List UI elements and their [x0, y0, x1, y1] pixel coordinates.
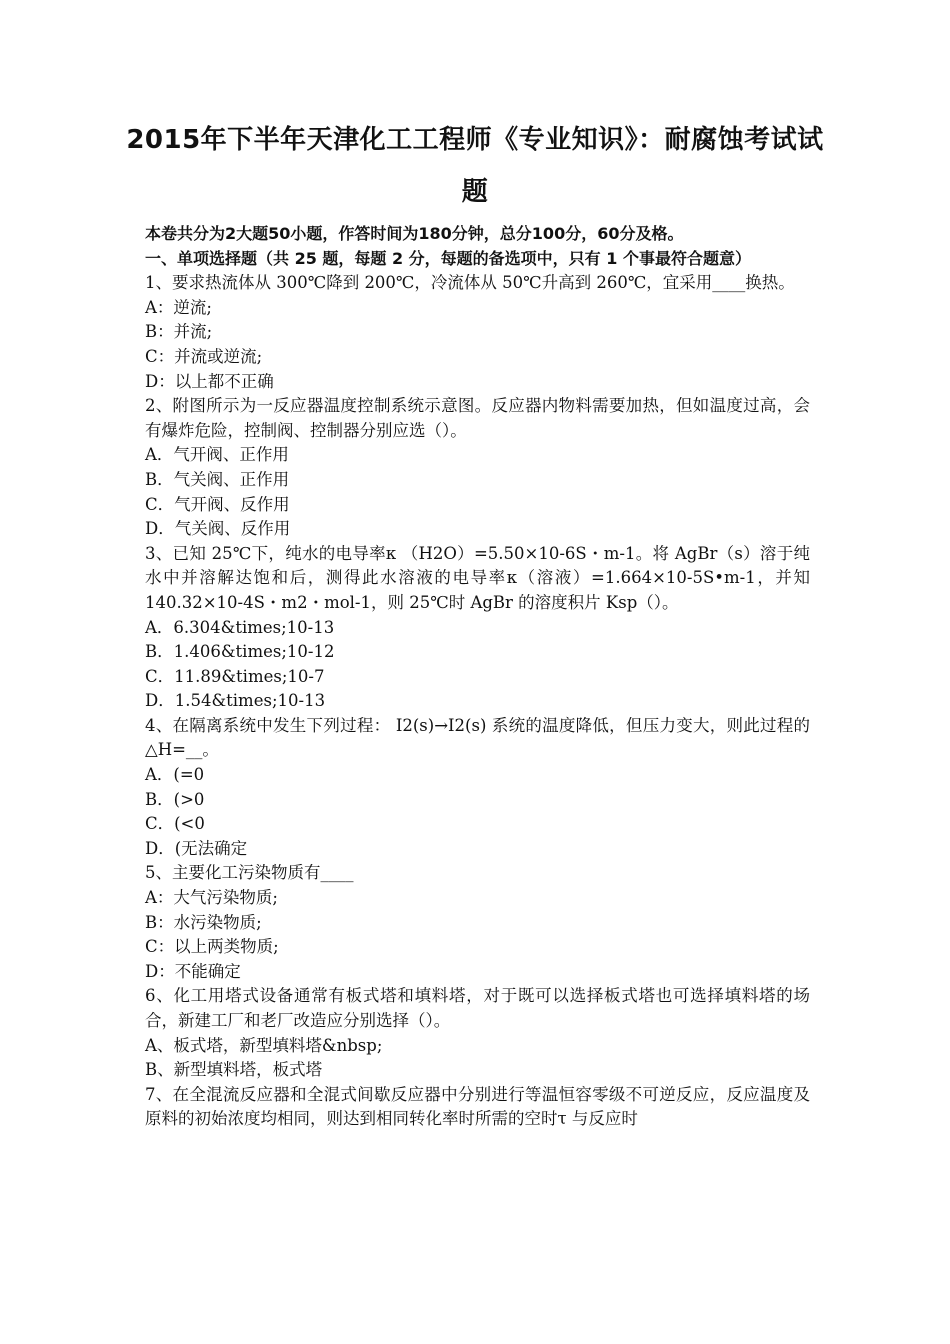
- section-heading: 一、单项选择题（共 25 题，每题 2 分，每题的备选项中，只有 1 个事最符合题意）: [145, 248, 751, 268]
- answer-option: C．(<0: [145, 814, 205, 834]
- question-stem: 1、要求热流体从 300℃降到 200℃，冷流体从 50℃升高到 260℃，宜采用____换热。: [145, 273, 795, 293]
- question-item: [145, 984, 810, 1082]
- question-item: [145, 861, 810, 984]
- question-stem: 7、在全混流反应器和全混式间歇反应器中分别进行等温恒容零级不可逆反应，反应温度及原料的初始浓度均相同，则达到相同转化率时所需的空时τ 与反应时: [145, 1084, 810, 1129]
- question-item: [145, 1083, 810, 1132]
- answer-option: C：并流或逆流;: [145, 346, 263, 366]
- answer-option: B、新型填料塔，板式塔: [145, 1060, 323, 1080]
- answer-option: B．气关阀、正作用: [145, 469, 290, 489]
- answer-option: A．气开阀、正作用: [145, 445, 289, 465]
- answer-option: B．(>0: [145, 789, 205, 809]
- answer-option: B：并流;: [145, 322, 213, 342]
- question-stem: 6、化工用塔式设备通常有板式塔和填料塔，对于既可以选择板式塔也可选择填料塔的场合，新建工厂和老厂改造应分别选择（）。: [145, 986, 810, 1030]
- answer-option: A．(=0: [145, 765, 205, 785]
- question-stem: 3、已知 25℃下，纯水的电导率κ （H2O）=5.50×10-6S・m-1。将 AgBr（s）溶于纯水中并溶解达饱和后，测得此水溶液的电导率κ（溶液）=1.664×10-5S•m-1，并知 140.32×10-4S・m2・mol-1，则 25℃时 AgBr 的溶度积片 Ksp（）。: [145, 543, 810, 612]
- question-item: [145, 714, 810, 862]
- document-title: 2015年下半年天津化工工程师《专业知识》：耐腐蚀考试试题: [126, 125, 824, 207]
- answer-option: A：逆流;: [145, 297, 212, 317]
- question-stem: 4、在隔离系统中发生下列过程： I2(s)→I2(s) 系统的温度降低，但压力变大，则此过程的△H=__。: [145, 715, 810, 760]
- answer-option: D．(无法确定: [145, 838, 248, 858]
- answer-option: A、板式塔，新型填料塔&nbsp;: [145, 1035, 383, 1055]
- question-list: [145, 271, 810, 1132]
- question-item: [145, 271, 810, 394]
- answer-option: B：水污染物质;: [145, 912, 262, 932]
- answer-option: C．气开阀、反作用: [145, 494, 290, 514]
- question-item: [145, 542, 810, 714]
- answer-option: D．气关阀、反作用: [145, 519, 291, 539]
- answer-option: C：以上两类物质;: [145, 937, 279, 957]
- answer-option: D：不能确定: [145, 961, 241, 981]
- question-stem: 2、附图所示为一反应器温度控制系统示意图。反应器内物料需要加热，但如温度过高，会有爆炸危险，控制阀、控制器分别应选（）。: [145, 396, 810, 440]
- answer-option: A：大气污染物质;: [145, 888, 278, 908]
- answer-option: A．6.304&times;10-13: [145, 617, 335, 637]
- answer-option: C．11.89&times;10-7: [145, 666, 325, 686]
- answer-option: B．1.406&times;10-12: [145, 642, 335, 662]
- document-body: [145, 222, 810, 1132]
- question-stem: 5、主要化工污染物质有____: [145, 863, 354, 883]
- answer-option: D：以上都不正确: [145, 371, 274, 391]
- question-item: [145, 394, 810, 542]
- answer-option: D．1.54&times;10-13: [145, 691, 326, 711]
- exam-intro: 本卷共分为2大题50小题，作答时间为180分钟，总分100分，60分及格。: [145, 224, 684, 243]
